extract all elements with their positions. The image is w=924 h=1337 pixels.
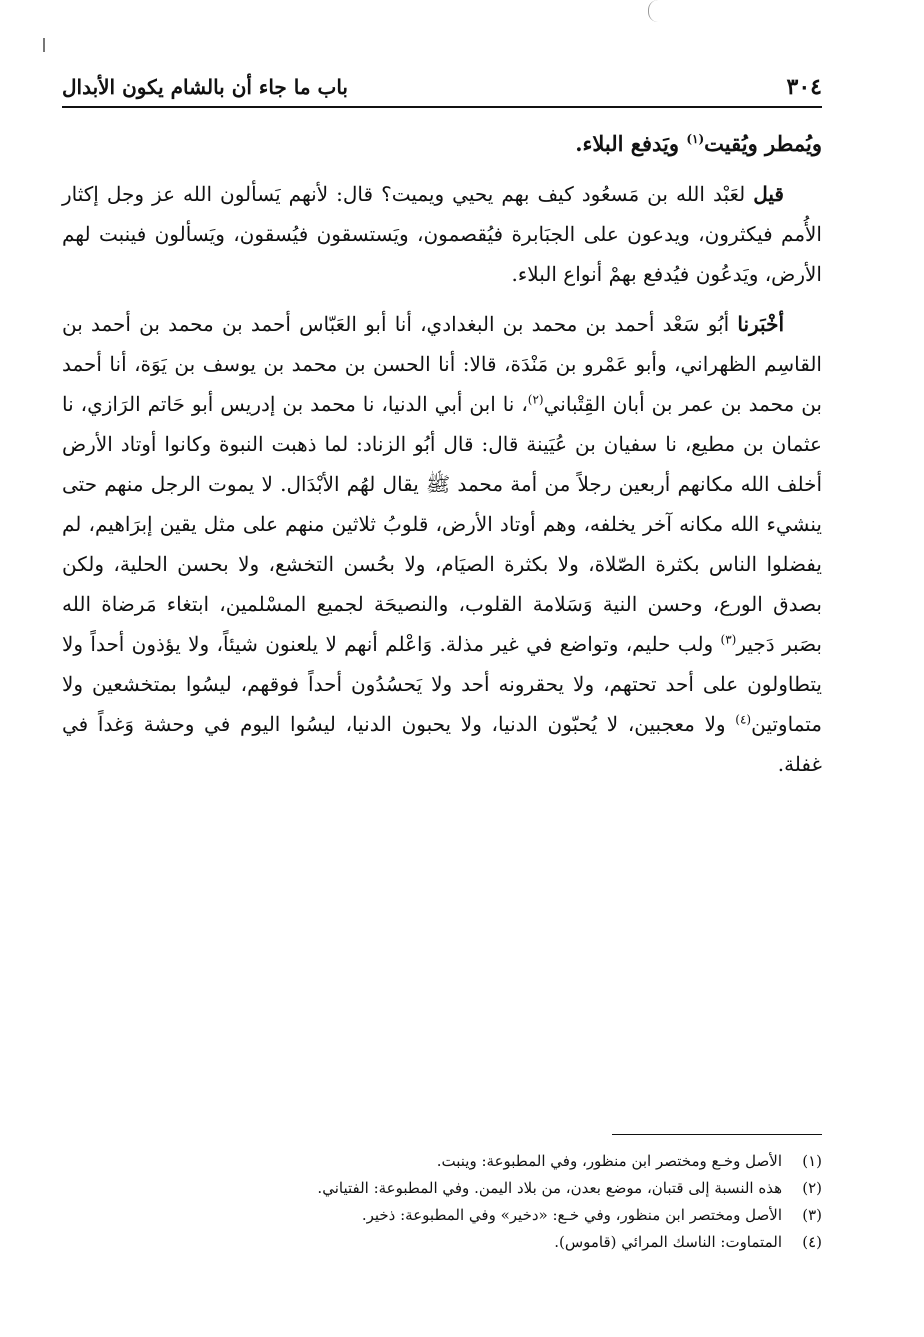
- paragraph-text: لعَبْد الله بن مَسعُود كيف بهم يحيي ويميت؟ قال: لأنهم يَسألون الله عز وجل إكثار الأُمم فيكثرون، ويدعون على الجبَابرة فيُقصمون، ويَستسقون فيُسقون، ويَسألون فينبت لهم الأرض، ويَدعُون فيُدفع بهمْ أنواع البلاء.: [62, 182, 822, 286]
- footnote-number: (٤): [802, 1233, 822, 1251]
- footnote-number: (٣): [802, 1206, 822, 1224]
- paragraph-text: ولب حليم، وتواضع في غير مذلة. وَاعْلم أنهم لا يلعنون شيئاً، ولا يؤذون أحداً ولا يتطاولون على أحد تحتهم، ولا يحقرونه أحد ولا يَحسُدُون أحداً فوقهم، ليسُوا بمتخشعين ولا متماوتين: [62, 632, 822, 736]
- main-text: [62, 124, 822, 794]
- footnote-text: هذه النسبة إلى قتبان، موضع بعدن، من بلاد اليمن. وفي المطبوعة: الفتياني.: [317, 1179, 782, 1197]
- page-number: ٣٠٤: [786, 74, 822, 100]
- footnote: [62, 1202, 822, 1229]
- paragraph-text: أبُو سَعْد أحمد بن محمد بن البغدادي، أنا أبو العَبّاس أحمد بن محمد بن أحمد بن القاسِم الظهراني، وأبو عَمْرو بن مَنْدَة، قالا: أنا الحسن بن محمد بن يوسف بن يَوَة، أنا أحمد بن محمد بن عمر بن أبان القِتْباني: [62, 312, 822, 416]
- paragraph-isnad: [62, 304, 822, 784]
- footnote-text: الأصل وخـع ومختصر ابن منظور، وفي المطبوعة: وينبت.: [436, 1152, 782, 1170]
- paragraph-text: ويَدفع البلاء.: [575, 131, 687, 156]
- paragraph-text: ، نا ابن أبي الدنيا، نا محمد بن إدريس أبو حَاتم الرَازي، نا عثمان بن مطيع، نا سفيان بن عُيَينة قال: قال أبُو الزناد: لما ذهبت النبوة وكانوا أوتاد الأرض أخلف الله مكانهم أربعين رجلاً من أمة محمد ﷺ يقال لهُم الأبْدَال. لا يموت الرجل منهم حتى ينشيء الله مكانه آخر يخلفه، وهم أوتاد الأرض، قلوبُ ثلاثين منهم على مثل يقين إبرَاهيم، لم يفضلوا الناس بكثرة الصّلاة، ولا بكثرة الصيَام، ولا بحُسن التخشع، ولا بحسن الحلية، ولكن بصدق الورع، وحسن النية وَسَلامة القلوب، والنصيحَة لجميع المسْلمين، ابتغاء مَرضاة الله بصَبر دَجير: [62, 392, 822, 656]
- running-title: باب ما جاء أن بالشام يكون الأبدال: [62, 75, 348, 99]
- footnote: [62, 1175, 822, 1202]
- page-header: [62, 68, 822, 108]
- paragraph-text: ولا معجبين، لا يُحبّون الدنيا، ولا يحبون الدنيا، ليسُوا اليوم في وحشة وَغداً في غفلة.: [62, 712, 822, 776]
- footnote-marker[interactable]: (١): [686, 132, 705, 146]
- paragraph-continuation: [62, 124, 822, 164]
- scan-artifact-top: [648, 0, 667, 22]
- paragraph-text: ويُمطر ويُقيت: [704, 131, 822, 156]
- footnote-divider: [612, 1134, 822, 1135]
- footnote: [62, 1148, 822, 1175]
- footnote: [62, 1229, 822, 1256]
- footnote-marker[interactable]: (٢): [527, 392, 544, 407]
- paragraph-ibn-masud: [62, 174, 822, 294]
- footnote-marker[interactable]: (٣): [720, 632, 737, 647]
- footnotes: [62, 1148, 822, 1256]
- footnote-text: المتماوت: الناسك المرائي (قاموس).: [554, 1233, 782, 1251]
- paragraph-lead-word: أخْبَرنا: [737, 312, 784, 336]
- footnote-text: الأصل ومختصر ابن منظور، وفي خـع: «دخير» وفي المطبوعة: ذخير.: [361, 1206, 782, 1224]
- footnote-number: (١): [802, 1152, 822, 1170]
- scan-artifact-left: [43, 38, 45, 52]
- footnote-marker[interactable]: (٤): [735, 712, 752, 727]
- book-page: [62, 50, 822, 1320]
- paragraph-lead-word: قيل: [753, 182, 784, 206]
- footnote-number: (٢): [802, 1179, 822, 1197]
